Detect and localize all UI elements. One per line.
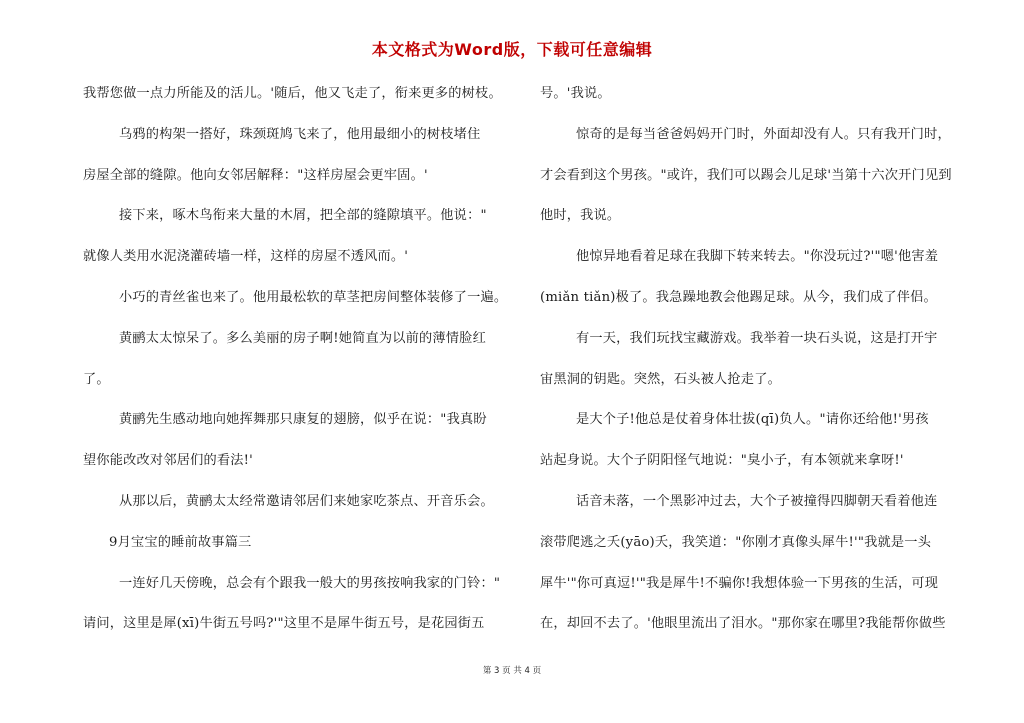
text-line: (miǎn tiǎn)极了。我急躁地教会他踢足球。从今，我们成了伴侣。 xyxy=(540,289,937,305)
text-line: 望你能改改对邻居们的看法!' xyxy=(83,453,253,469)
section-heading: 9月宝宝的睡前故事篇三 xyxy=(109,534,252,550)
text-line: 接下来，啄木鸟衔来大量的木屑，把全部的缝隙填平。他说：" xyxy=(119,208,487,224)
text-line: 小巧的青丝雀也来了。他用最松软的草茎把房间整体装修了一遍。 xyxy=(119,289,508,305)
text-line: 一连好几天傍晚，总会有个跟我一般大的男孩按响我家的门铃：" xyxy=(119,575,501,591)
text-line: 号。'我说。 xyxy=(540,86,611,101)
text-line: 从那以后，黄鹂太太经常邀请邻居们来她家吃茶点、开音乐会。 xyxy=(119,493,494,509)
text-line: 才会看到这个男孩。"或许，我们可以踢会儿足球'当第十六次开门见到 xyxy=(540,167,952,183)
text-line: 黄鹂太太惊呆了。多么美丽的房子啊!她简直为以前的薄情脸红 xyxy=(119,330,486,346)
text-line: 宙黑洞的钥匙。突然，石头被人抢走了。 xyxy=(540,371,781,387)
left-column xyxy=(83,82,511,653)
text-line: 就像人类用水泥浇灌砖墙一样，这样的房屋不透风而。' xyxy=(83,249,409,265)
text-line: 黄鹂先生感动地向她挥舞那只康复的翅膀，似乎在说："我真盼 xyxy=(119,412,487,428)
text-line: 他惊异地看着足球在我脚下转来转去。"你没玩过?'"嗯'他害羞 xyxy=(576,249,939,265)
text-line: 请问，这里是犀(xī)牛街五号吗?'"这里不是犀牛街五号，是花园街五 xyxy=(83,616,485,632)
text-line: 是大个子!他总是仗着身体壮拔(qī)负人。"请你还给他!'男孩 xyxy=(576,412,929,428)
document-banner: 本文格式为Word版，下载可任意编辑 xyxy=(371,40,653,59)
text-line: 我帮您做一点力所能及的活儿。'随后，他又飞走了，衔来更多的树枝。 xyxy=(83,86,502,101)
page-number: 第 3 页 共 4 页 xyxy=(482,666,542,676)
text-line: 滚带爬逃之夭(yāo)夭，我笑道："你刚才真像头犀牛!'"我就是一头 xyxy=(540,534,932,550)
right-column xyxy=(540,82,960,653)
text-line: 有一天，我们玩找宝藏游戏。我举着一块石头说，这是打开宇 xyxy=(576,330,938,346)
text-line: 话音未落，一个黑影冲过去，大个子被撞得四脚朝天看着他连 xyxy=(576,493,938,509)
text-line: 房屋全部的缝隙。他向女邻居解释："这样房屋会更牢固。' xyxy=(83,167,428,183)
text-line: 站起身说。大个子阴阳怪气地说："臭小子，有本领就来拿呀!' xyxy=(540,453,904,469)
text-line: 他时，我说。 xyxy=(540,208,621,224)
text-line: 犀牛'"你可真逗!'"我是犀牛!不骗你!我想体验一下男孩的生活，可现 xyxy=(540,575,939,591)
text-line: 在，却回不去了。'他眼里流出了泪水。"那你家在哪里?我能帮你做些 xyxy=(540,616,946,632)
text-line: 惊奇的是每当爸爸妈妈开门时，外面却没有人。只有我开门时， xyxy=(576,126,951,142)
text-line: 了。 xyxy=(83,371,110,387)
text-line: 乌鸦的构架一搭好，珠颈斑鸠飞来了，他用最细小的树枝堵住 xyxy=(119,126,481,142)
